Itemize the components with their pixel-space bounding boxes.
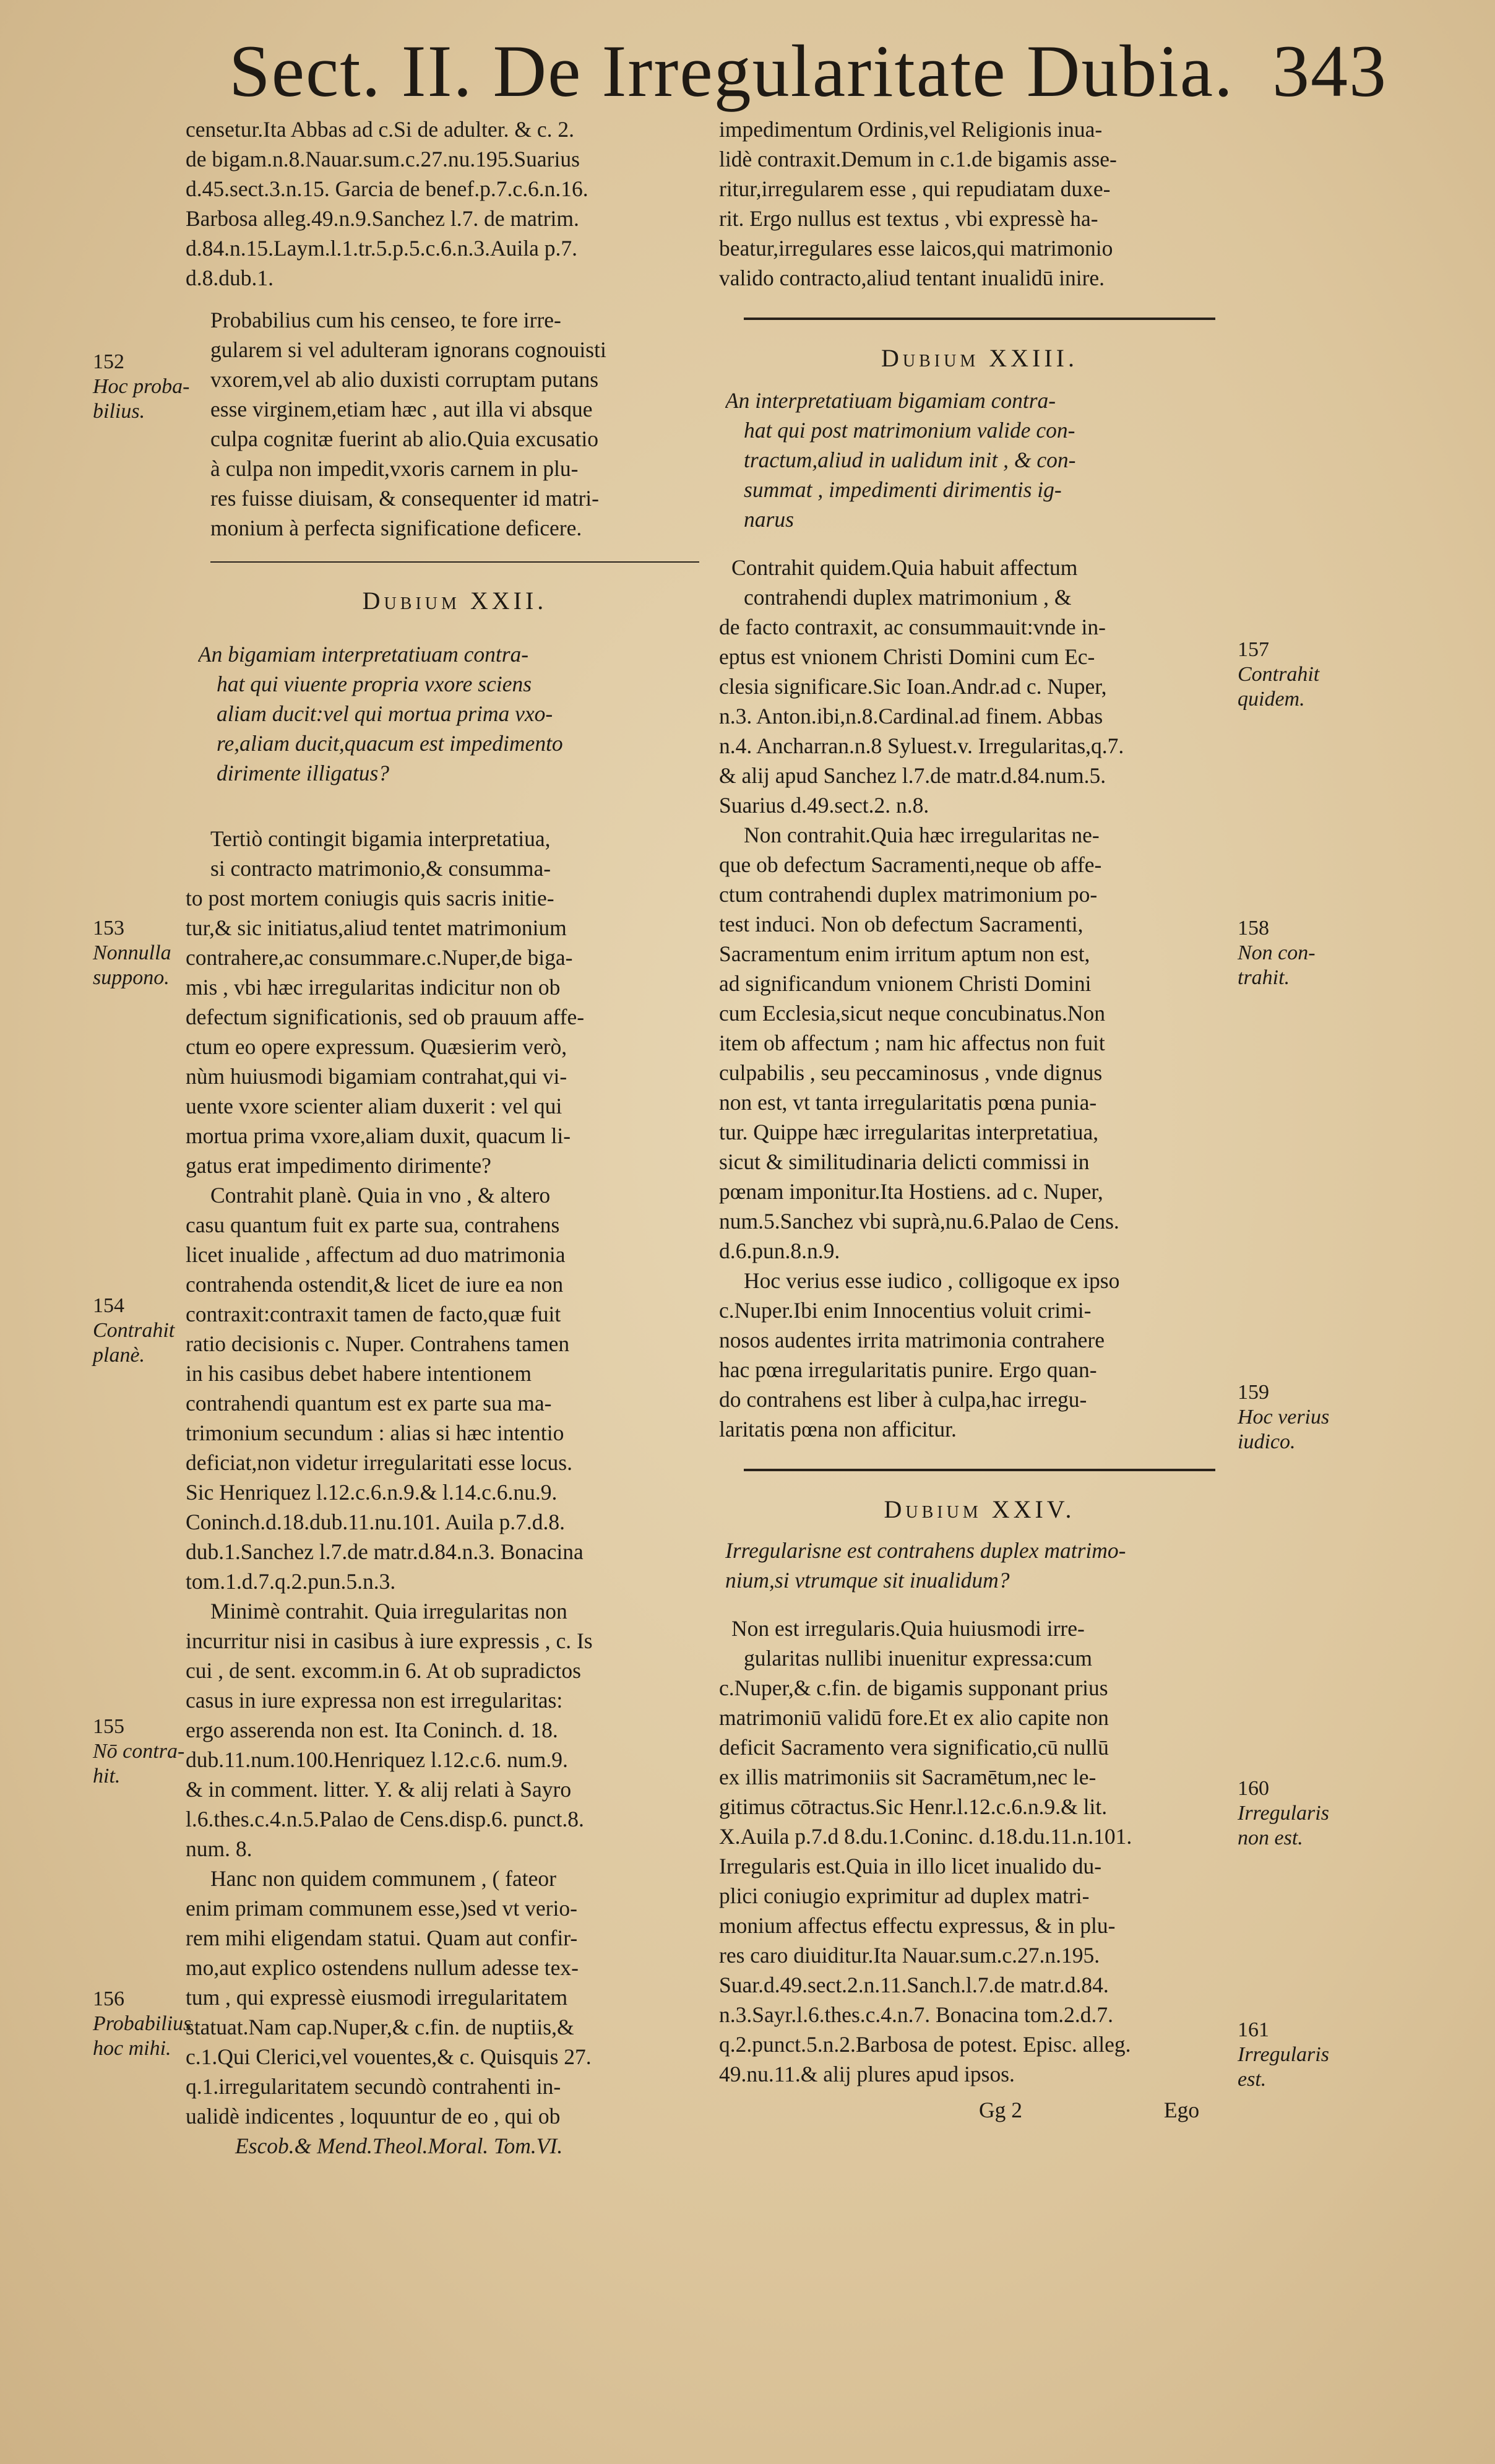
running-header xyxy=(229,25,1454,118)
margin-note-154: 154 Contrahit planè. xyxy=(93,1294,175,1367)
margin-text: Contrahit xyxy=(1238,663,1320,686)
text-line: si contracto matrimonio,& consumma- xyxy=(210,856,551,881)
text-line: eptus est vnionem Christi Domini cum Ec- xyxy=(719,644,1095,669)
text-line: summat , impedimenti dirimentis ig- xyxy=(744,477,1062,502)
text-line: ergo asserenda non est. Ita Coninch. d. 18. xyxy=(186,1718,558,1742)
text-line: ritur,irregularem esse , qui repudiatam duxe- xyxy=(719,176,1111,201)
text-line: contrahendi quantum est ex parte sua ma- xyxy=(186,1391,552,1416)
dubium-xxiii-title: Dubium XXIII. xyxy=(881,344,1078,372)
text-line: Minimè contrahit. Quia irregularitas non xyxy=(210,1599,567,1623)
text-line: c.Nuper,& c.fin. de bigamis supponant prius xyxy=(719,1675,1108,1700)
paragraph-154 xyxy=(186,1180,724,1596)
paragraph-160 xyxy=(719,1614,1240,1851)
text-line: laritatis pœna non afficitur. xyxy=(719,1417,957,1442)
text-line: deficit Sacramento vera significatio,cū nullū xyxy=(719,1735,1109,1760)
text-line: n.3.Sayr.l.6.thes.c.4.n.7. Bonacina tom.2.d.7. xyxy=(719,2002,1113,2027)
text-line: contraxit:contraxit tamen de facto,quæ fuit xyxy=(186,1302,561,1326)
text-line: gatus erat impedimento dirimente? xyxy=(186,1153,491,1178)
margin-text: est. xyxy=(1238,2068,1267,2091)
text-line: cum Ecclesia,sicut neque concubinatus.Non xyxy=(719,1001,1106,1026)
text-line: An interpretatiuam bigamiam contra- xyxy=(725,388,1056,413)
text-line: Probabilius cum his censeo, te fore irre- xyxy=(210,308,561,332)
text-line: d.6.pun.8.n.9. xyxy=(719,1238,840,1263)
margin-note-161: 161 Irregularis est. xyxy=(1238,2018,1329,2091)
text-line: de facto contraxit, ac consummauit:vnde in- xyxy=(719,615,1106,639)
text-line: test induci. Non ob defectum Sacramenti, xyxy=(719,912,1084,936)
paragraph-161 xyxy=(719,1851,1240,2089)
margin-text: Hoc verius xyxy=(1238,1406,1330,1429)
text-line: tom.1.d.7.q.2.pun.5.n.3. xyxy=(186,1569,396,1594)
text-line: gularitas nullibi inuenitur expressa:cum xyxy=(744,1646,1092,1671)
text-line: sicut & similitudinaria delicti commissi in xyxy=(719,1149,1090,1174)
text-line: dub.1.Sanchez l.7.de matr.d.84.n.3. Bonacina xyxy=(186,1539,584,1564)
paragraph-159 xyxy=(719,1266,1240,1444)
paragraph-152 xyxy=(186,305,724,543)
footer-line xyxy=(719,2095,1240,2125)
text-line: Coninch.d.18.dub.11.nu.101. Auila p.7.d.8. xyxy=(186,1510,566,1534)
text-line: hat qui post matrimonium valide con- xyxy=(744,418,1075,443)
text-line: & in comment. litter. Y. & alij relati à Sayro xyxy=(186,1777,572,1802)
text-line: que ob defectum Sacramenti,neque ob affe- xyxy=(719,852,1102,877)
text-line: mortua prima vxore,aliam duxit, quacum li- xyxy=(186,1123,571,1148)
text-line: re,aliam ducit,quacum est impedimento xyxy=(217,731,563,756)
margin-text: iudico. xyxy=(1238,1430,1296,1453)
text-line: Suar.d.49.sect.2.n.11.Sanch.l.7.de matr.d.84. xyxy=(719,1973,1109,1997)
text-line: à culpa non impedit,vxoris carnem in plu- xyxy=(210,456,579,481)
text-line: d.45.sect.3.n.15. Garcia de benef.p.7.c.6.n.16. xyxy=(186,176,588,201)
catchword: Ego xyxy=(1163,2098,1200,2122)
text-line: c.1.Qui Clerici,vel vouentes,& c. Quisquis 27. xyxy=(186,2044,592,2069)
text-line: Sacramentum enim irritum aptum non est, xyxy=(719,941,1090,966)
margin-note-159: 159 Hoc verius iudico. xyxy=(1238,1381,1330,1453)
text-line: deficiat,non videtur irregularitati esse locus. xyxy=(186,1450,572,1475)
text-line: X.Auila p.7.d 8.du.1.Coninc. d.18.du.11.n.101. xyxy=(719,1824,1132,1849)
text-line: gitimus cōtractus.Sic Henr.l.12.c.6.n.9.& lit. xyxy=(719,1794,1108,1819)
text-line: licet inualide , affectum ad duo matrimonia xyxy=(186,1242,566,1267)
text-line: item ob affectum ; nam hic affectus non fuit xyxy=(719,1031,1105,1055)
text-line: beatur,irregulares esse laicos,qui matrimonio xyxy=(719,236,1113,261)
text-line: cui , de sent. excomm.in 6. At ob supradictos xyxy=(186,1658,581,1683)
text-line: ex illis matrimoniis sit Sacramētum,nec le- xyxy=(719,1765,1096,1789)
text-line: res caro diuiditur.Ita Nauar.sum.c.27.n.195. xyxy=(719,1943,1100,1968)
text-line: q.1.irregularitatem secundò contrahenti in- xyxy=(186,2074,561,2099)
text-line: dub.11.num.100.Henriquez l.12.c.6. num.9. xyxy=(186,1747,568,1772)
text-line: nùm huiusmodi bigamiam contrahat,qui vi- xyxy=(186,1064,567,1089)
text-line: narus xyxy=(744,507,794,532)
paragraph-155 xyxy=(186,1596,724,1864)
header-title: Sect. II. De Irregularitate Dubia. xyxy=(229,30,1234,112)
gathering-signature: Gg 2 xyxy=(979,2098,1023,2122)
text-line: Suarius d.49.sect.2. n.8. xyxy=(719,793,929,818)
text-line: statuat.Nam cap.Nuper,& c.fin. de nuptiis,& xyxy=(186,2015,574,2039)
text-line: clesia significare.Sic Ioan.Andr.ad c. Nuper, xyxy=(719,674,1107,699)
text-line: nium,si vtrumque sit inualidum? xyxy=(725,1568,1010,1593)
margin-note-155: 155 Nō contra- hit. xyxy=(93,1715,185,1787)
text-line: in his casibus debet habere intentionem xyxy=(186,1361,532,1386)
text-line: contrahenda ostendit,& licet de iure ea non xyxy=(186,1272,564,1297)
text-line: tur,& sic initiatus,aliud tentet matrimonium xyxy=(186,915,567,940)
text-line: Non est irregularis.Quia huiusmodi irre- xyxy=(731,1616,1085,1641)
text-line: ctum contrahendi duplex matrimonium po- xyxy=(719,882,1098,907)
text-line: tum , qui expressè eiusmodi irregularitatem xyxy=(186,1985,568,2010)
text-line: culpabilis , seu peccaminosus , vnde dignus xyxy=(719,1060,1103,1085)
text-line: hac pœna irregularitatis punire. Ergo quan- xyxy=(719,1357,1097,1382)
text-line: tur. Quippe hæc irregularitas interpretatiua, xyxy=(719,1120,1099,1144)
left-intro xyxy=(186,115,724,293)
text-line: esse virginem,etiam hæc , aut illa vi absque xyxy=(210,397,593,421)
text-line: Non contrahit.Quia hæc irregularitas ne- xyxy=(744,823,1100,847)
paragraph-156 xyxy=(186,1864,724,2131)
text-line: Barbosa alleg.49.n.9.Sanchez l.7. de matrim. xyxy=(186,206,579,231)
text-line: ratio decisionis c. Nuper. Contrahens tamen xyxy=(186,1331,570,1356)
margin-note-152: 152 Hoc proba- bilius. xyxy=(93,350,190,423)
text-line: Tertiò contingit bigamia interpretatiua, xyxy=(210,826,551,851)
page-number: 343 xyxy=(1272,30,1387,112)
text-line: An bigamiam interpretatiuam contra- xyxy=(198,642,529,667)
text-line: incurritur nisi in casibus à iure expressis , c. Is xyxy=(186,1628,593,1653)
margin-note-158: 158 Non con- trahit. xyxy=(1238,917,1316,989)
text-line: & alij apud Sanchez l.7.de matr.d.84.num.5. xyxy=(719,763,1106,788)
text-line: ad significandum vnionem Christi Domini xyxy=(719,971,1092,996)
text-line: censetur.Ita Abbas ad c.Si de adulter. & c. 2. xyxy=(186,117,574,142)
text-line: trimonium secundum : alias si hæc intentio xyxy=(186,1420,564,1445)
text-line: mo,aut explico ostendens nullum adesse tex- xyxy=(186,1955,579,1980)
margin-text: hit. xyxy=(93,1765,121,1787)
margin-note-157: 157 Contrahit quidem. xyxy=(1238,638,1320,711)
margin-text: Irregularis xyxy=(1238,2043,1329,2066)
dubium-xxiii-question xyxy=(719,386,1221,534)
text-line: to post mortem coniugis quis sacris initie- xyxy=(186,886,554,910)
right-intro xyxy=(719,115,1240,293)
text-line: impedimentum Ordinis,vel Religionis inua- xyxy=(719,117,1103,142)
margin-text: Nonnulla xyxy=(93,941,171,964)
text-line: monium à perfecta significatione deficere. xyxy=(210,516,582,540)
margin-note-156: 156 Probabilius hoc mihi. xyxy=(93,1987,192,2060)
dubium-xxii-question xyxy=(186,639,705,788)
paragraph-158 xyxy=(719,820,1240,1266)
margin-text: Nō contra- xyxy=(93,1740,185,1763)
left-column xyxy=(186,115,724,2161)
text-line: num. 8. xyxy=(186,1836,252,1861)
text-line: casus in iure expressa non est irregularitas: xyxy=(186,1688,563,1713)
margin-text: quidem. xyxy=(1238,688,1305,711)
text-line: mis , vbi hæc irregularitas indicitur non ob xyxy=(186,975,561,1000)
text-line: matrimoniū validū fore.Et ex alio capite non xyxy=(719,1705,1109,1730)
text-line: Irregularisne est contrahens duplex matrimo- xyxy=(725,1538,1126,1563)
right-column xyxy=(719,115,1240,2125)
paragraph-153 xyxy=(186,824,724,1180)
text-line: do contrahens est liber à culpa,hac irregu- xyxy=(719,1387,1087,1412)
text-line: res fuisse diuisam, & consequenter id matri- xyxy=(210,486,599,511)
text-line: q.2.punct.5.n.2.Barbosa de potest. Episc. alleg. xyxy=(719,2032,1131,2057)
text-line: uente vxore scienter aliam duxerit : vel qui xyxy=(186,1094,562,1118)
text-line: ctum eo opere expressum. Quæsierim verò, xyxy=(186,1034,567,1059)
margin-text: Contrahit xyxy=(93,1319,175,1342)
text-line: ualidè indicentes , loquuntur de eo , qui ob xyxy=(186,2104,561,2129)
text-line: valido contracto,aliud tentant inualidū inire. xyxy=(719,266,1105,290)
margin-text: Hoc proba- xyxy=(93,375,190,398)
dubium-xxiv-question xyxy=(719,1536,1221,1595)
margin-note-160: 160 Irregularis non est. xyxy=(1238,1777,1329,1849)
text-line: non est, vt tanta irregularitatis pœna punia- xyxy=(719,1090,1097,1115)
text-line: nosos audentes irrita matrimonia contrahere xyxy=(719,1328,1105,1352)
text-line: c.Nuper.Ibi enim Innocentius voluit crimi- xyxy=(719,1298,1092,1323)
text-line: defectum significationis, sed ob prauum affe- xyxy=(186,1005,585,1029)
printer-signature: Escob.& Mend.Theol.Moral. Tom.VI. xyxy=(235,2133,563,2158)
margin-text: Irregularis xyxy=(1238,1802,1329,1825)
text-line: rem mihi eligendam statui. Quam aut confir- xyxy=(186,1926,578,1950)
text-line: 49.nu.11.& alij plures apud ipsos. xyxy=(719,2062,1015,2086)
margin-text: trahit. xyxy=(1238,966,1290,989)
margin-text: hoc mihi. xyxy=(93,2037,171,2060)
text-line: tractum,aliud in ualidum init , & con- xyxy=(744,447,1076,472)
text-line: n.3. Anton.ibi,n.8.Cardinal.ad finem. Abbas xyxy=(719,704,1103,728)
text-line: Hanc non quidem communem , ( fateor xyxy=(210,1866,556,1891)
text-line: n.4. Ancharran.n.8 Syluest.v. Irregularitas,q.7. xyxy=(719,733,1124,758)
dubium-xxii-title: Dubium XXII. xyxy=(362,587,548,615)
text-line: gularem si vel adulteram ignorans cognouisti xyxy=(210,337,606,362)
text-line: plici coniugio exprimitur ad duplex matri- xyxy=(719,1883,1090,1908)
text-line: d.8.dub.1. xyxy=(186,266,274,290)
text-line: lidè contraxit.Demum in c.1.de bigamis asse- xyxy=(719,147,1117,171)
text-line: hat qui viuente propria vxore sciens xyxy=(217,672,532,696)
margin-text: Probabilius xyxy=(93,2012,192,2035)
text-line: vxorem,vel ab alio duxisti corruptam putans xyxy=(210,367,599,392)
text-line: pœnam imponitur.Ita Hostiens. ad c. Nuper, xyxy=(719,1179,1103,1204)
text-line: dirimente illigatus? xyxy=(217,761,390,785)
text-line: Contrahit planè. Quia in vno , & altero xyxy=(210,1183,551,1208)
text-line: Contrahit quidem.Quia habuit affectum xyxy=(731,555,1078,580)
text-line: Sic Henriquez l.12.c.6.n.9.& l.14.c.6.nu.9. xyxy=(186,1480,558,1505)
text-line: num.5.Sanchez vbi suprà,nu.6.Palao de Cens. xyxy=(719,1209,1119,1234)
margin-text: non est. xyxy=(1238,1826,1303,1849)
text-line: enim primam communem esse,)sed vt verio- xyxy=(186,1896,577,1921)
text-line: contrahendi duplex matrimonium , & xyxy=(744,585,1072,610)
text-line: d.84.n.15.Laym.l.1.tr.5.p.5.c.6.n.3.Auila p.7. xyxy=(186,236,578,261)
margin-text: suppono. xyxy=(93,966,170,989)
text-line: l.6.thes.c.4.n.5.Palao de Cens.disp.6. punct.8. xyxy=(186,1807,584,1831)
text-line: rit. Ergo nullus est textus , vbi expressè ha- xyxy=(719,206,1098,231)
text-line: Irregularis est.Quia in illo licet inualido du- xyxy=(719,1854,1102,1878)
paragraph-157 xyxy=(719,553,1240,820)
text-line: monium affectus effectu expressus, & in plu- xyxy=(719,1913,1116,1938)
margin-text: Non con- xyxy=(1238,941,1316,964)
text-line: aliam ducit:vel qui mortua prima vxo- xyxy=(217,701,553,726)
text-line: casu quantum fuit ex parte sua, contrahens xyxy=(186,1213,560,1237)
text-line: contrahere,ac consummare.c.Nuper,de biga- xyxy=(186,945,573,970)
margin-note-153: 153 Nonnulla suppono. xyxy=(93,917,171,989)
dubium-xxiv-title: Dubium XXIV. xyxy=(884,1495,1075,1523)
text-line: Hoc verius esse iudico , colligoque ex ipso xyxy=(744,1268,1120,1293)
text-line: de bigam.n.8.Nauar.sum.c.27.nu.195.Suarius xyxy=(186,147,580,171)
margin-text: planè. xyxy=(93,1344,145,1367)
margin-text: bilius. xyxy=(93,400,145,423)
text-line: culpa cognitæ fuerint ab alio.Quia excusatio xyxy=(210,426,598,451)
